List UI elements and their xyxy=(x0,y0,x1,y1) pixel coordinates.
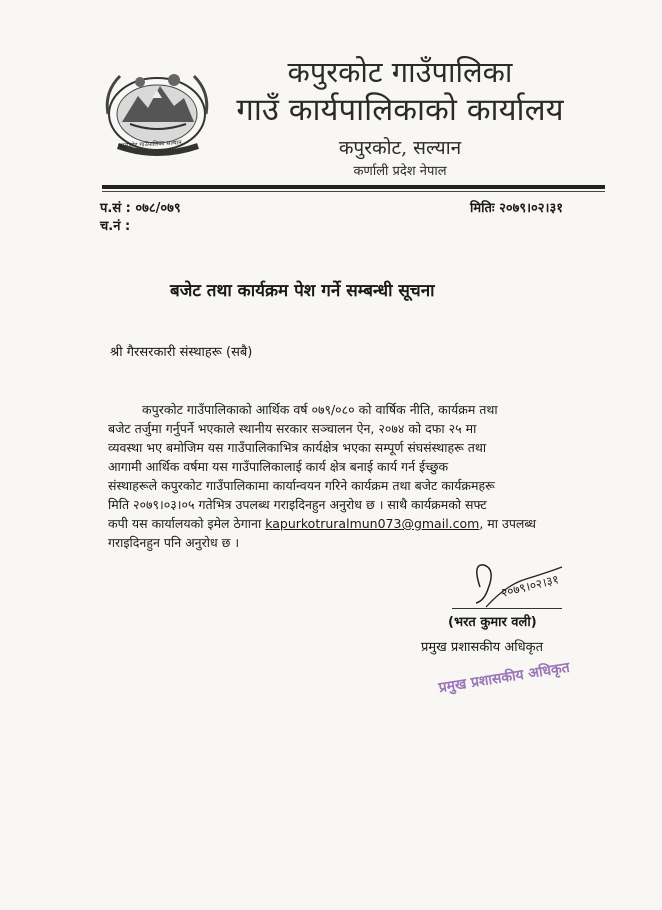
body-line-7 xyxy=(108,514,608,533)
ps-value: : ०७८/०७९ xyxy=(125,201,181,216)
signer-title: प्रमुख प्रशासकीय अधिकृत xyxy=(421,640,544,655)
letter-subject: बजेट तथा कार्यक्रम पेश गर्ने सम्बन्धी सूचना xyxy=(170,281,435,301)
chn-value: : xyxy=(124,219,131,234)
emblem-text: कपुरकोट गाउँपालिका सल्यान xyxy=(117,139,182,150)
official-stamp: प्रमुख प्रशासकीय अधिकृत xyxy=(437,659,571,697)
signature-line xyxy=(452,608,562,609)
chn-label: च.नं xyxy=(100,219,121,234)
municipality-name: कपुरकोट गाउँपालिका xyxy=(287,55,513,89)
office-name: गाउँ कार्यपालिकाको कार्यालय xyxy=(236,92,564,128)
letter-addressee: श्री गैरसरकारी संस्थाहरू (सबै) xyxy=(110,345,253,360)
body-line-7-pre: कपी यस कार्यालयको इमेल ठेगाना xyxy=(108,516,262,531)
header-rule-thick xyxy=(102,185,605,189)
body-line-3: व्यवस्था भए बमोजिम यस गाउँपालिकाभित्र कार्यक्षेत्र भएका सम्पूर्ण संघसंस्थाहरू तथा xyxy=(108,440,487,455)
signature-scribble xyxy=(466,555,586,615)
header-rule-thin xyxy=(102,191,605,192)
body-line-1: कपुरकोट गाउँपालिकाको आर्थिक वर्ष ०७९/०८० को वार्षिक नीति, कार्यक्रम तथा xyxy=(142,402,498,417)
office-location: कपुरकोट, सल्यान xyxy=(338,137,462,159)
reference-ps xyxy=(100,198,181,216)
reference-chn xyxy=(100,216,130,234)
province-name: कर्णाली प्रदेश नेपाल xyxy=(353,164,447,179)
body-line-5: संस्थाहरूले कपुरकोट गाउँपालिकामा कार्यान्वयन गरिने कार्यक्रम तथा बजेट कार्यक्रमहरू xyxy=(108,478,495,493)
body-line-6: मिति २०७९।०३।०५ गतेभित्र उपलब्ध गराइदिनहुन अनुरोध छ । साथै कार्यक्रमको सफ्ट xyxy=(108,497,487,512)
letter-date: मितिः २०७९।०२।३१ xyxy=(470,201,564,216)
email-link[interactable]: kapurkotruralmun073@gmail.com xyxy=(265,516,480,531)
letter-body xyxy=(108,400,608,552)
ps-label: प.सं xyxy=(100,201,122,216)
body-line-4: आगामी आर्थिक वर्षमा यस गाउँपालिकालाई कार्य क्षेत्र बनाई कार्य गर्न ईच्छुक xyxy=(108,459,449,474)
body-line-2: बजेट तर्जुमा गर्नुपर्ने भएकाले स्थानीय सरकार सञ्चालन ऐन, २०७४ को दफा २५ मा xyxy=(108,421,477,436)
signer-name: (भरत कुमार वली) xyxy=(448,615,537,630)
body-line-8: गराइदिनहुन पनि अनुरोध छ । xyxy=(108,535,240,550)
signature-date: २०७९।०२।३१ xyxy=(499,572,561,601)
body-line-7-post: , मा उपलब्ध xyxy=(479,516,537,531)
